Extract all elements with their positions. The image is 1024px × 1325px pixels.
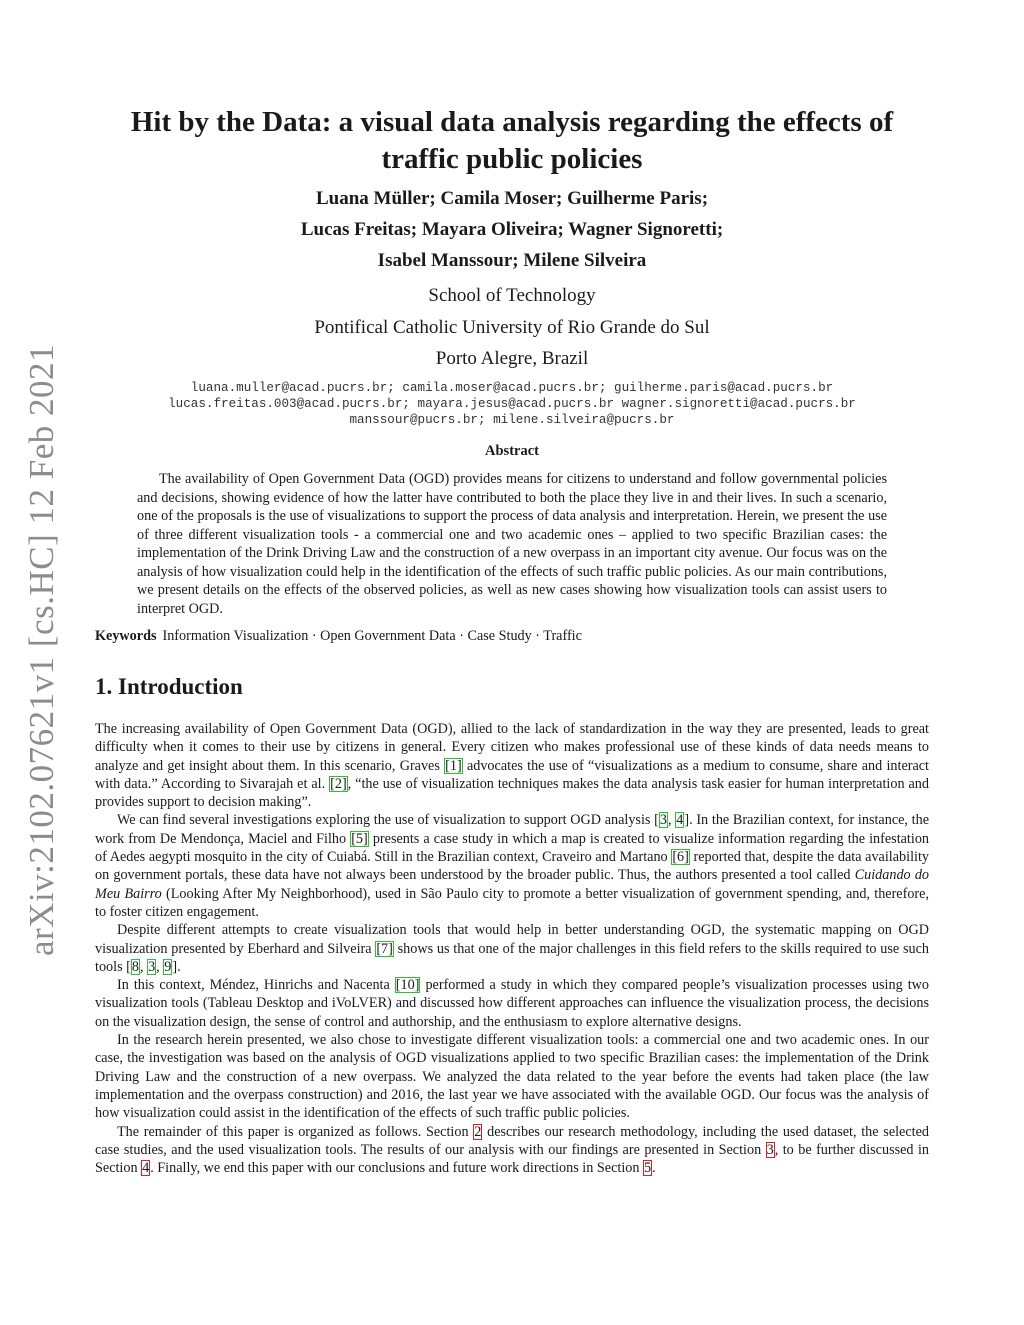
affiliation: [95, 280, 929, 375]
citation-link[interactable]: [2]: [330, 775, 347, 792]
affiliation-line: Porto Alegre, Brazil: [435, 348, 589, 369]
paragraph: We can find several investigations exploring the use of visualization to support OGD analysis [3, 4]. In the Brazilian context, for instance, the work from De Mendonça, Maciel and Filho [5] presents a case study in which a map is created to visualize information regarding the infestation of Aedes aegypti mosquito in the city of Cuiabá. Still in the Brazilian context, Craveiro and Martano [6] reported that, despite the data availability on government portals, these data have not always been understood by the broader public. Thus, the authors presented a tool called Cuidando do Meu Bairro (Looking After My Neighborhood), used in São Paulo city to promote a better visualization of government spending, and, therefore, to foster citizen engagement.: [95, 812, 930, 920]
paragraph: Despite different attempts to create visualization tools that would help in better understanding OGD, the systematic mapping on OGD visualization presented by Eberhard and Silveira [7] shows us that one of the major challenges in this field refers to the skills required to use such tools [8, 3, 9].: [95, 922, 929, 975]
citation-link[interactable]: [10]: [395, 977, 420, 994]
citation-link[interactable]: [6]: [672, 849, 689, 866]
citation-link[interactable]: [1]: [445, 757, 462, 774]
tool-name: Cuidando do Meu Bairro: [95, 867, 930, 902]
citation-link[interactable]: 3: [659, 812, 667, 829]
paragraph: The increasing availability of Open Government Data (OGD), allied to the lack of standardization in the way they are presented, leads to great difficulty when it comes to their use by citizens in general. Every citizen who makes professional use of these kinds of data needs means to analyze and get insight about them. In this scenario, Graves [1] advocates the use of “visualizations as a medium to consume, share and interact with data.” According to Sivarajah et al. [2], “the use of visualization techniques makes the data analysis task easier for human interpretation and provides support to decision making”.: [95, 721, 929, 811]
email-line: lucas.freitas.003@acad.pucrs.br; mayara.jesus@acad.pucrs.br wagner.signoretti@acad.pucrs.br: [168, 397, 856, 411]
citation-link[interactable]: [7]: [376, 940, 393, 957]
abstract-heading: Abstract: [485, 443, 539, 459]
citation-link[interactable]: 9: [164, 958, 172, 975]
email-line: manssour@pucrs.br; milene.silveira@pucrs.br: [349, 413, 675, 427]
section-link[interactable]: 5: [644, 1160, 652, 1177]
author-list: [95, 183, 929, 276]
author-line: Isabel Manssour; Milene Silveira: [377, 250, 647, 271]
abstract-text: The availability of Open Government Data (OGD) provides means for citizens to understand and follow governmental policies and decisions, showing evidence of how the latter have contributed to both the place they live in and their lives. In such a scenario, one of the proposals is the use of visualizations to support the process of data analysis and interpretation. Herein, we present the use of three different visualization tools - a commercial one and two academic ones – applied to two specific Brazilian cases: the implementation of the Drink Driving Law and the construction of a new overpass in an important city avenue. Our focus was on the analysis of how visualization could help in the identification of the effects of such traffic public policies. As our main contributions, we present details on the effects of the observed policies, as well as new cases showing how visualization tools can assist users to interpret OGD.: [137, 471, 887, 617]
section-link[interactable]: 3: [766, 1141, 774, 1158]
section-link[interactable]: 2: [474, 1123, 482, 1140]
section-heading: 1. Introduction: [95, 674, 243, 699]
citation-link[interactable]: 8: [131, 958, 139, 975]
paragraph: The remainder of this paper is organized as follows. Section 2 describes our research methodology, including the used dataset, the selected case studies, and the used visualization tools. The results of our analysis with our findings are presented in Section 3, to be further discussed in Section 4. Finally, we end this paper with our conclusions and future work directions in Section 5.: [95, 1123, 929, 1177]
arxiv-stamp-text: arXiv:2102.07621v1 [cs.HC] 12 Feb 2021: [22, 343, 61, 957]
paper-title: Hit by the Data: a visual data analysis regarding the effects of traffic public policies: [130, 106, 894, 175]
email-line: luana.muller@acad.pucrs.br; camila.moser@acad.pucrs.br; guilherme.paris@acad.pucrs.br: [190, 381, 834, 395]
keywords-label: Keywords: [95, 628, 157, 644]
affiliation-line: Pontifical Catholic University of Rio Grande do Sul: [314, 316, 710, 338]
section-link[interactable]: 4: [142, 1160, 150, 1177]
author-line: Lucas Freitas; Mayara Oliveira; Wagner Signoretti;: [300, 219, 724, 240]
paragraph: In the research herein presented, we also chose to investigate different visualization tools: a commercial one and two academic ones. In our case, the investigation was based on the analysis of OGD visualizations applied to two specific Brazilian cases: the implementation of the Drink Driving Law and the construction of a new overpass. We analyzed the data related to the year before the events had taken place (the law implementation and the overpass construction) and 2016, the last year we have associated with the available OGD. Our focus was the analysis of how visualization could assist in the identification of the effects of such traffic public policies.: [95, 1032, 929, 1122]
author-line: Luana Müller; Camila Moser; Guilherme Paris;: [315, 188, 709, 209]
arxiv-stamp: [18, 343, 66, 957]
keywords-text: Information Visualization · Open Government Data · Case Study · Traffic: [162, 628, 582, 644]
citation-link[interactable]: 4: [676, 812, 684, 829]
affiliation-line: School of Technology: [428, 285, 596, 306]
citation-link[interactable]: 3: [148, 958, 156, 975]
keywords: [95, 627, 929, 645]
email-list: [95, 380, 929, 428]
paragraph: In this context, Méndez, Hinrichs and Nacenta [10] performed a study in which they compared people’s visualization processes using two visualization tools (Tableau Desktop and iVoLVER) and discussed how different approaches can influence the visualization process, the decisions on the visualization design, the sense of control and authorship, and the enthusiasm to explore alternative designs.: [95, 977, 929, 1030]
citation-link[interactable]: [5]: [351, 830, 368, 847]
section-body: [95, 720, 929, 1177]
